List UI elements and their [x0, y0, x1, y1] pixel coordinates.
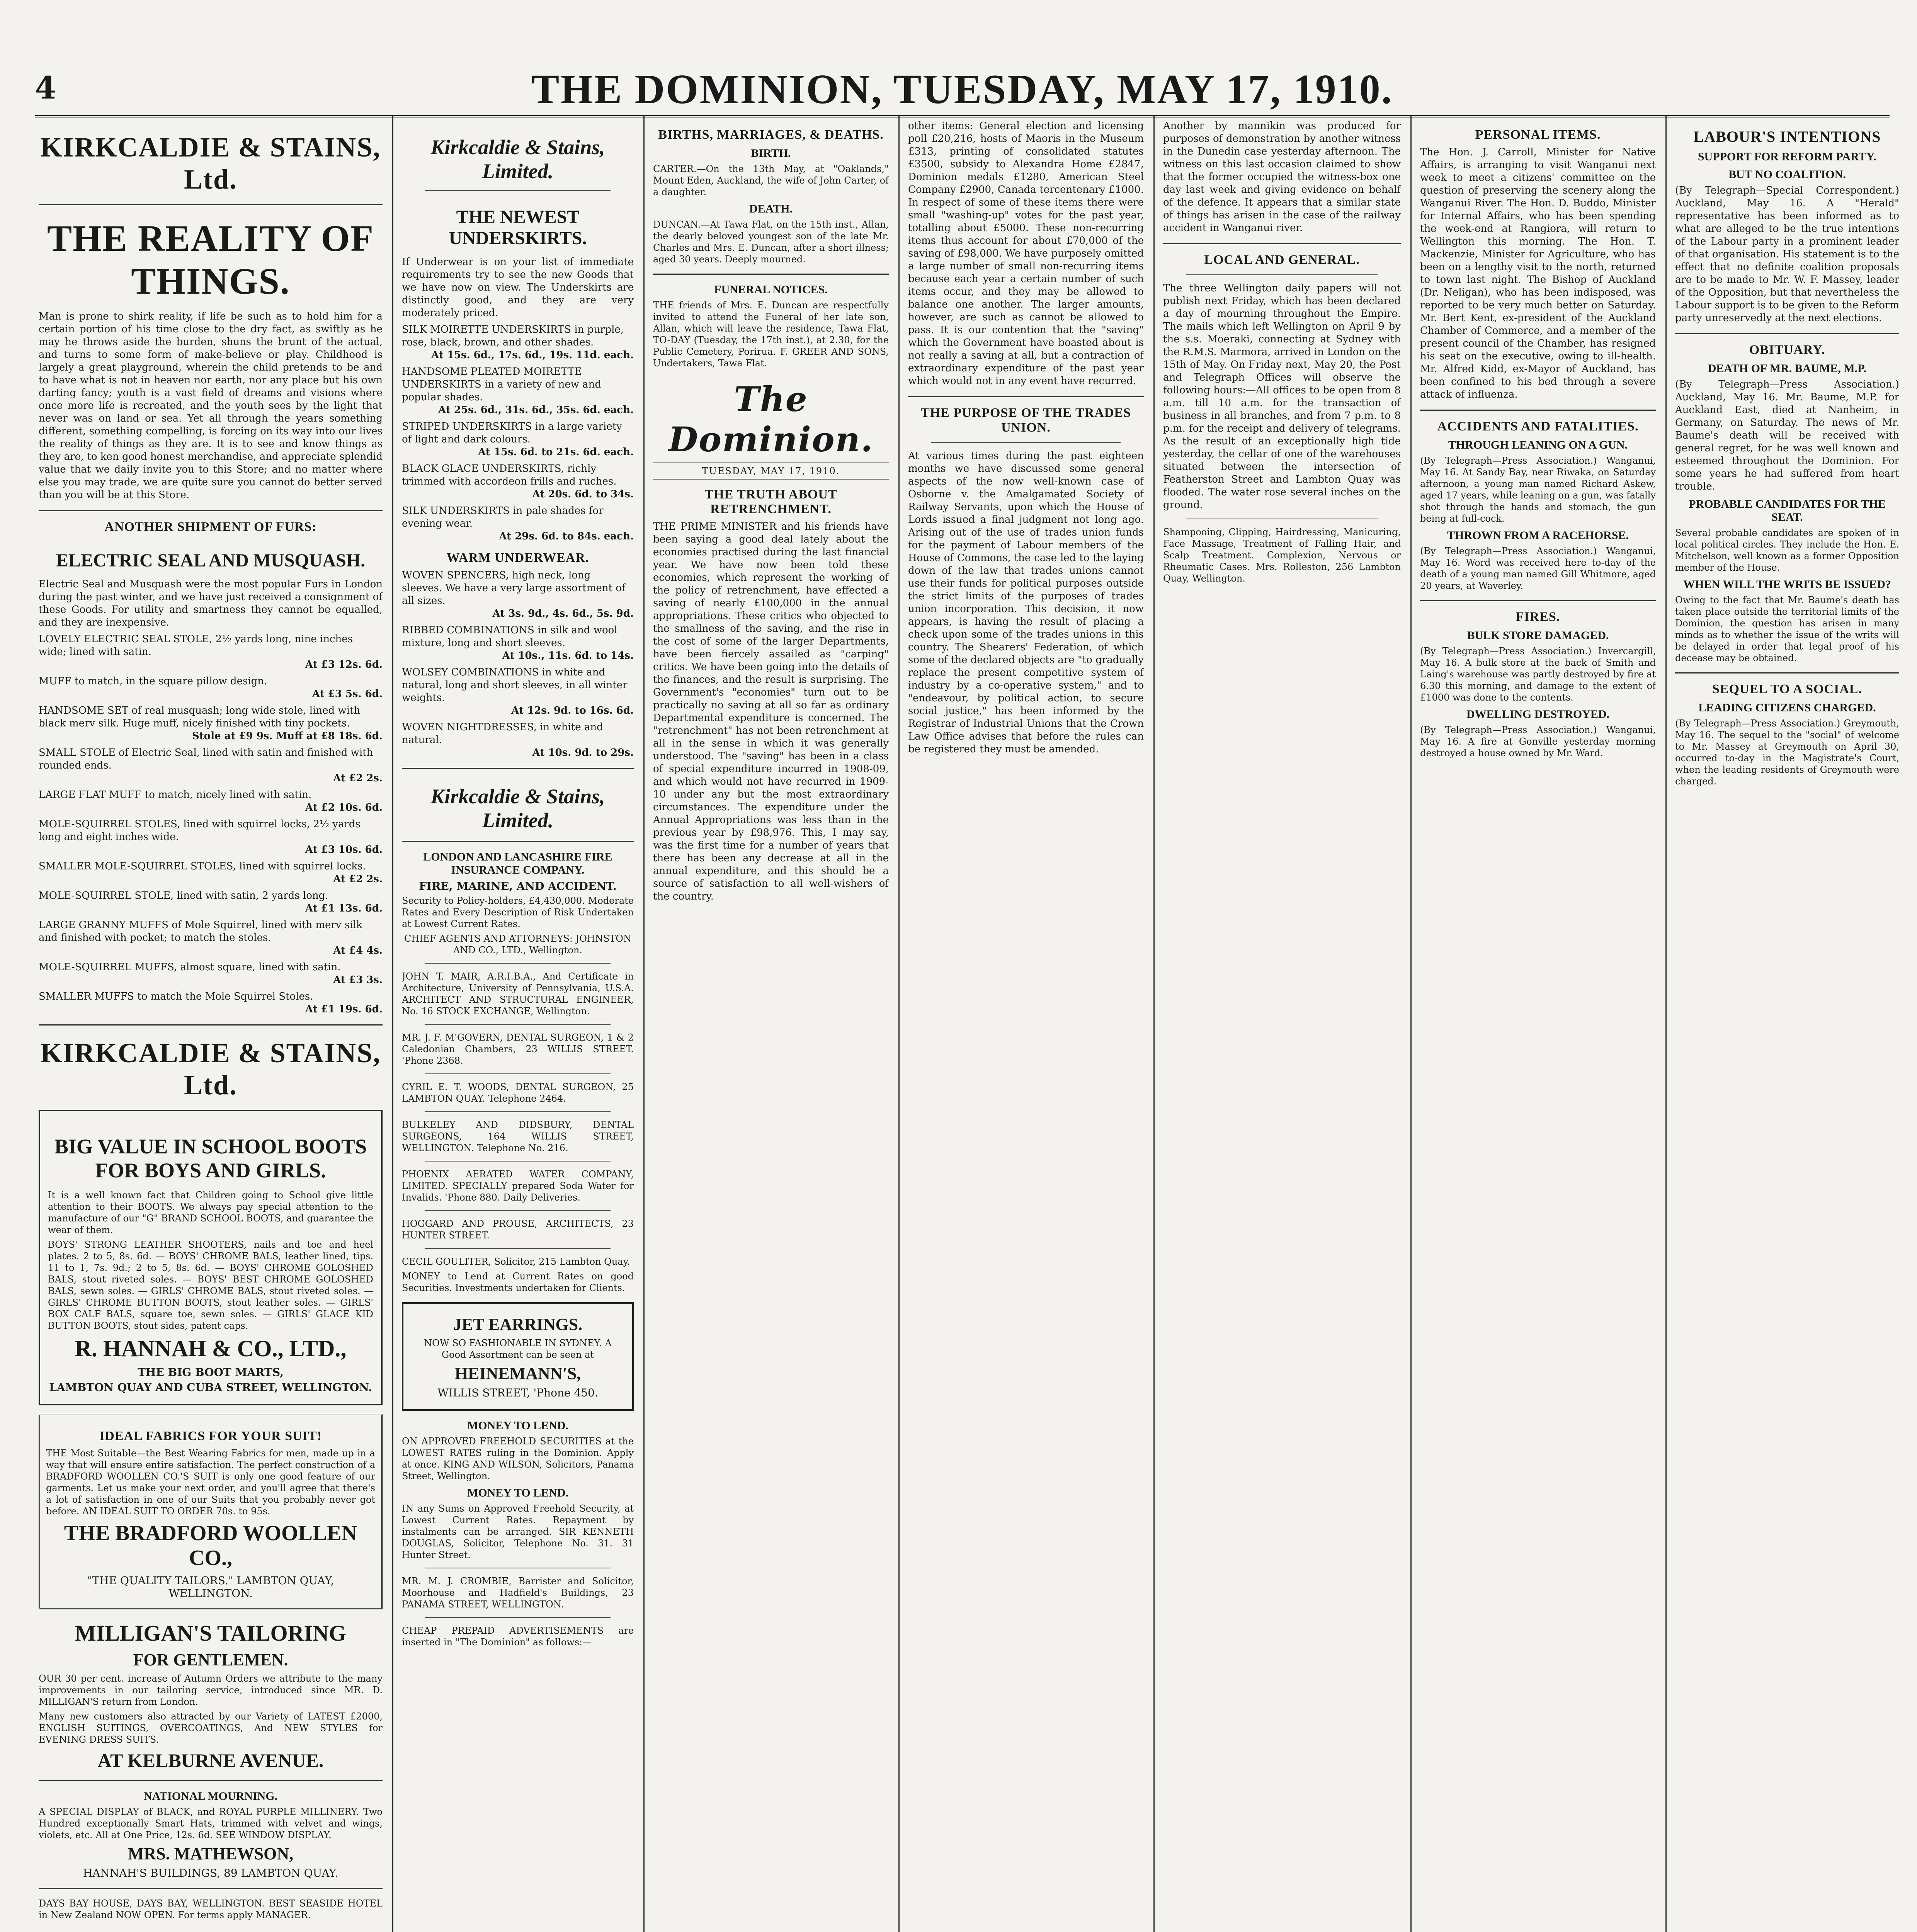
- underskirt-item: HANDSOME PLEATED MOIRETTE UNDERSKIRTS in a variety of new and popular shades. At 25s. 6d., 31s. 6d., 35s. 6d. each.: [402, 366, 634, 416]
- milligan-body: OUR 30 per cent. increase of Autumn Orders we attribute to the many improvements in our tailoring service, introduced since MR. D. MILLIGAN'S return from London.: [39, 1673, 383, 1707]
- milligan-name: MILLIGAN'S TAILORING: [75, 1621, 347, 1646]
- newspaper-title: THE DOMINION, TUESDAY, MAY 17, 1910.: [531, 66, 1393, 112]
- fire-subheading: DWELLING DESTROYED.: [1466, 708, 1610, 721]
- insurance-heading: LONDON AND LANCASHIRE FIRE INSURANCE COMPANY.: [423, 850, 612, 876]
- business-card: CYRIL E. T. WOODS, DENTAL SURGEON, 25 LAMBTON QUAY. Telephone 2464.: [402, 1082, 634, 1104]
- column-rule: [392, 116, 393, 1932]
- social-sequel-heading: SEQUEL TO A SOCIAL.: [1712, 682, 1863, 696]
- editorial-continued: other items: General election and licensing poll £20,216, hosts of Maoris in the Museum £313, printing of consolidated statutes £3500, subsidy to Alexandra Home £2847, Dominion medals £1280, American Steel Company £2900, Canada tercentenary £1000. In respect of some of these items there were small "washing-up" votes for the past year, totalling about £5000. These non-recurring items thus account for about £70,000 of the saving of £98,000. We have purposely omitted a large number of small non-recurring items because each year a certain number of such items occur, and they may be allowed to balance one another. The larger amounts, however, are such as cannot be allowed to pass. It is our contention that the "saving" which the Government have boasted about is not really a saving at all, but a contraction of extraordinary expenditure of the past year which would not in any event have recurred.: [908, 120, 1144, 387]
- masthead-rule: [35, 115, 1890, 117]
- fur-item: LARGE FLAT MUFF to match, nicely lined with satin. At £2 10s. 6d.: [39, 789, 383, 813]
- bradford-body: THE Most Suitable—the Best Wearing Fabrics for men, made up in a way that will ensure entire satisfaction. The perfect construction of a BRADFORD WOOLLEN CO.'S SUIT is only one good feature of our garments. Let us make your next order, and you'll agree that there's a lot of satisfaction in one of our Suits that you probably never got before. AN IDEAL SUIT TO ORDER 70s. to 95s.: [46, 1448, 375, 1517]
- funeral-heading: FUNERAL NOTICES.: [714, 283, 828, 296]
- divider: [425, 1210, 611, 1211]
- underskirts-heading: THE NEWEST UNDERSKIRTS.: [449, 207, 587, 248]
- page-number: 4: [35, 70, 56, 106]
- fur-item: MUFF to match, in the square pillow design. At £3 5s. 6d.: [39, 675, 383, 700]
- ad-headline: THE REALITY OF THINGS.: [47, 218, 374, 302]
- fire-report: (By Telegraph—Press Association.) Invercargill, May 16. A bulk store at the back of Smith and Laing's warehouse was partly destroyed by fire at 6.30 this morning, and damage to the extent of £1000 was done to the contents.: [1420, 646, 1656, 703]
- divider: [1675, 672, 1899, 673]
- fur-item-list: [39, 633, 383, 1016]
- underskirt-item: STRIPED UNDERSKIRTS in a large variety of light and dark colours. At 15s. 6d. to 21s. 6d. each.: [402, 421, 634, 458]
- labour-subheading-2: BUT NO COALITION.: [1728, 168, 1846, 181]
- writs-heading: WHEN WILL THE WRITS BE ISSUED?: [1683, 578, 1891, 591]
- column-news-2: [1163, 120, 1401, 1932]
- bradford-heading: IDEAL FABRICS FOR YOUR SUIT!: [99, 1429, 322, 1443]
- personal-heading: PERSONAL ITEMS.: [1475, 128, 1601, 142]
- divider: [425, 1161, 611, 1162]
- fur-item: MOLE-SQUIRREL STOLE, lined with satin, 2 yards long. At £1 13s. 6d.: [39, 890, 383, 914]
- death-notice: DUNCAN.—At Tawa Flat, on the 15th inst., Allan, the dearly beloved youngest son of the late Mr. Charles and Mrs. E. Duncan, after a short illness; aged 30 years. Deeply mourned.: [653, 219, 889, 265]
- hairdressing-ad: Shampooing, Clipping, Hairdressing, Manicuring, Face Massage, Treatment of Falling Hair, and Scalp Treatment. Complexion, Nervous or Rheumatic Cases. Mrs. Rolleston, 256 Lambton Quay, Wellington.: [1163, 527, 1401, 584]
- underwear-item: WOLSEY COMBINATIONS in white and natural, long and short sleeves, in all winter weights. At 12s. 9d. to 16s. 6d.: [402, 667, 634, 716]
- writs-body: Owing to the fact that Mr. Baume's death has taken place outside the territorial limits of the Dominion, the question has arisen in many minds as to whether the issue of the writs will be delayed in order that legal proof of his decease may be obtained.: [1675, 595, 1899, 663]
- mathewson-address: HANNAH'S BUILDINGS, 89 LAMBTON QUAY.: [83, 1867, 338, 1879]
- editorial-masthead: The Dominion.: [668, 379, 874, 459]
- advertiser-name: Kirkcaldie & Stains, Limited.: [430, 136, 605, 183]
- mourning-heading: NATIONAL MOURNING.: [143, 1790, 278, 1803]
- jet-body: NOW SO FASHIONABLE IN SYDNEY. A Good Assortment can be seen at: [424, 1338, 612, 1360]
- fires-heading: FIRES.: [1516, 610, 1560, 624]
- divider: [425, 1248, 611, 1249]
- days-bay-ad: DAYS BAY HOUSE, DAYS BAY, WELLINGTON. BEST SEASIDE HOTEL in New Zealand NOW OPEN. For terms apply MANAGER.: [39, 1898, 383, 1920]
- divider: [402, 841, 634, 842]
- divider: [425, 1073, 611, 1074]
- column-rule: [1665, 116, 1667, 1932]
- fur-item: MOLE-SQUIRREL MUFFS, almost square, lined with satin. At £3 3s.: [39, 961, 383, 986]
- birth-heading: BIRTH.: [751, 147, 791, 160]
- underskirt-item: SILK MOIRETTE UNDERSKIRTS in purple, rose, black, brown, and other shades. At 15s. 6d., 17s. 6d., 19s. 11d. each.: [402, 324, 634, 361]
- fur-item: LOVELY ELECTRIC SEAL STOLE, 2½ yards long, nine inches wide; lined with satin. At £3 12s. 6d.: [39, 633, 383, 670]
- accident-subheading: THROWN FROM A RACEHORSE.: [1447, 529, 1629, 542]
- divider: [653, 274, 889, 275]
- warm-underwear-heading: WARM UNDERWEAR.: [446, 551, 589, 565]
- divider: [39, 1888, 383, 1889]
- birth-notice: CARTER.—On the 13th May, at "Oaklands," Mount Eden, Auckland, the wife of John Carter, of a daughter.: [653, 163, 889, 197]
- labour-heading: LABOUR'S INTENTIONS: [1693, 128, 1881, 145]
- prepaid-ads-notice: CHEAP PREPAID ADVERTISEMENTS are inserted in "The Dominion" as follows:—: [402, 1625, 634, 1648]
- divider: [39, 1780, 383, 1781]
- candidates-heading: PROBABLE CANDIDATES FOR THE SEAT.: [1689, 498, 1886, 524]
- obituary-heading: OBITUARY.: [1749, 343, 1825, 357]
- insurance-body: Security to Policy-holders, £4,430,000. Moderate Rates and Every Description of Risk Undertaken at Lowest Current Rates.: [402, 895, 634, 929]
- local-general-body: The three Wellington daily papers will not publish next Friday, which has been declared a day of mourning throughout the Empire. The mails which left Wellington on April 9 by the s.s. Moeraki, connecting at Sydney with the R.M.S. Marmora, arrived in London on the 15th of May. On Friday next, May 20, the Post and Telegraph Offices will observe the following hours:—All offices to be open from 8 a.m. till 10 a.m. for the transaction of business in all branches, and from 7 p.m. to 8 p.m. for the receipt and delivery of telegrams. As the result of an exceptionally high tide yesterday, the cellar of one of the warehouses situated between the intersection of Featherston Street and Lambton Quay was flooded. The water rose several inches on the ground.: [1163, 282, 1401, 511]
- fur-item: HANDSOME SET of real musquash; long wide stole, lined with black merv silk. Huge muff, nicely finished with tiny pockets. Stole at £9 9s. Muff at £8 18s. 6d.: [39, 705, 383, 742]
- column-politics: [1675, 120, 1899, 1932]
- fire-report: (By Telegraph—Press Association.) Wanganui, May 16. A fire at Gonville yesterday morning destroyed a house owned by Mr. Ward.: [1420, 724, 1656, 759]
- milligan-body-2: Many new customers also attracted by our Variety of LATEST £2000, ENGLISH SUITINGS, OVERCOATINGS, And NEW STYLES for EVENING DRESS SUITS.: [39, 1711, 383, 1745]
- divider: [931, 442, 1121, 443]
- social-sequel-subheading: LEADING CITIZENS CHARGED.: [1698, 701, 1876, 714]
- jet-heading: JET EARRINGS.: [453, 1315, 583, 1334]
- business-card: BULKELEY AND DIDSBURY, DENTAL SURGEONS, 164 WILLIS STREET, WELLINGTON. Telephone No. 216.: [402, 1119, 634, 1153]
- divider: [39, 204, 383, 205]
- editorial-heading: THE TRUTH ABOUT RETRENCHMENT.: [704, 487, 837, 516]
- boots-ad: [39, 1110, 383, 1405]
- underwear-item: WOVEN NIGHTDRESSES, in white and natural. At 10s. 9d. to 29s.: [402, 721, 634, 759]
- underskirt-item: BLACK GLACE UNDERSKIRTS, richly trimmed with accordeon frills and ruches. At 20s. 6d. to 34s.: [402, 463, 634, 500]
- money-to-lend-heading: MONEY TO LEND.: [467, 1419, 568, 1432]
- underskirts-intro: If Underwear is on your list of immediate requirements try to see the new Goods that we have now on view. The Underskirts are distinctly good, and they are very moderately priced.: [402, 256, 634, 319]
- column-news-1: [908, 120, 1144, 1932]
- business-card: MONEY to Lend at Current Rates on good Securities. Investments undertaken for Clients.: [402, 1271, 634, 1293]
- obituary-body: (By Telegraph—Press Association.) Auckland, May 16. Mr. Baume, M.P. for Auckland East, died at Nanheim, in Germany, on Saturday. The news of Mr. Baume's death will be received with general regret, for he was well known and esteemed throughout the Dominion. For some years he had suffered from heart trouble.: [1675, 379, 1899, 492]
- divider: [1420, 600, 1656, 601]
- kelburne-avenue: AT KELBURNE AVENUE.: [97, 1750, 324, 1771]
- column-underskirts: [402, 120, 634, 1932]
- trades-union-body: At various times during the past eighteen months we have discussed some general aspects of the now well-known case of Osborne v. the Amalgamated Society of Railway Servants, upon which the House of Lords issued a final judgment not long ago. Arising out of the use of trades union funds for the payment of Labour members of the House of Commons, the case led to the laying down of the law that trades unions cannot use their funds for political purposes outside the strict limits of the purposes of trades union incorporation. This decision, it now appears, is having the result of placing a check upon some of the trades unions in this country. The Shearers' Federation, of which some of the declared objects are "to gradually replace the present competitive system of industry by a co-operative system," and to "endeavour, by political action, to secure social justice," has been informed by the Registrar of Industrial Unions that the Crown Law Office advises that before the rules can be registered they must be amended.: [908, 450, 1144, 755]
- insurance-subtitle: FIRE, MARINE, AND ACCIDENT.: [419, 880, 617, 893]
- fire-subheading: BULK STORE DAMAGED.: [1467, 629, 1609, 642]
- fur-item: LARGE GRANNY MUFFS of Mole Squirrel, lined with merv silk and finished with pocket; to match the stoles. At £4 4s.: [39, 919, 383, 956]
- hannah-subtitle: THE BIG BOOT MARTS,: [138, 1366, 284, 1379]
- crombie-card: MR. M. J. CROMBIE, Barrister and Solicitor, Moorhouse and Hadfield's Buildings, 23 PANAMA STREET, WELLINGTON.: [402, 1576, 634, 1610]
- underwear-item: WOVEN SPENCERS, high neck, long sleeves. We have a very large assortment of all sizes. At 3s. 9d., 4s. 6d., 5s. 9d.: [402, 570, 634, 619]
- heinemann-address: WILLIS STREET, 'Phone 450.: [437, 1386, 598, 1399]
- money-to-lend-body: ON APPROVED FREEHOLD SECURITIES at the LOWEST RATES ruling in the Dominion. Apply at once. KING AND WILSON, Solicitors, Panama Street, Wellington.: [402, 1436, 634, 1481]
- ad-intro: Man is prone to shirk reality, if life be such as to hold him for a certain portion of his time close to the dry fact, as swiftly as he may he throws aside the burden, shuns the brunt of the actual, and turns to some form of make-believe or play. Childhood is largely a great playground, wherein the child pretends to be and to have what is not in heaven nor earth, nor any place but his own darting fancy; youth is a vast field of dreams and visions where once more life is recreated, and the youth sees by the light that never was on land or sea. Yet all through the years something different, something compelling, is forcing on its way into our lives the reality of things as they are. It is to see and know things as they are, to ken good honest merchandise, and appreciate splendid value that we daily invite you to this Store; and no matter where else you may trade, we are quite sure you cannot do better served than you will be at this Store.: [39, 311, 383, 501]
- divider: [1420, 410, 1656, 411]
- divider: [425, 190, 611, 191]
- business-card: CECIL GOULITER, Solicitor, 215 Lambton Quay.: [402, 1256, 630, 1267]
- bradford-name: THE BRADFORD WOOLLEN CO.,: [64, 1521, 357, 1570]
- milligan-subtitle: FOR GENTLEMEN.: [133, 1650, 288, 1669]
- hannah-address: LAMBTON QUAY AND CUBA STREET, WELLINGTON.: [49, 1381, 372, 1394]
- divider: [1675, 333, 1899, 334]
- obituary-subheading: DEATH OF MR. BAUME, M.P.: [1708, 362, 1867, 375]
- social-sequel-body: (By Telegraph—Press Association.) Greymouth, May 16. The sequel to the "social" of welcome to Mr. Massey at Greymouth on April 30, occurred to-day in the Magistrate's Court, when the leading residents of Greymouth were charged.: [1675, 718, 1899, 787]
- boots-body: It is a well known fact that Children going to School give little attention to their BOOTS. We always pay special attention to the manufacture of our "G" BRAND SCHOOL BOOTS, and guarantee the wear of them.: [48, 1190, 373, 1235]
- bmd-heading: BIRTHS, MARRIAGES, & DEATHS.: [658, 128, 884, 142]
- fur-item: SMALL STOLE of Electric Seal, lined with satin and finished with rounded ends. At £2 2s.: [39, 747, 383, 784]
- insurance-agents: CHIEF AGENTS AND ATTORNEYS: JOHNSTON AND CO., LTD., Wellington.: [404, 933, 631, 956]
- death-heading: DEATH.: [749, 202, 793, 215]
- business-card: PHOENIX AERATED WATER COMPANY, LIMITED. SPECIALLY prepared Soda Water for Invalids. 'Phone 880. Daily Deliveries.: [402, 1169, 634, 1203]
- furs-intro: Electric Seal and Musquash were the most popular Furs in London during the past winter, and we have just received a consignment of these Goods. For utility and smartness they cannot be equalled, and they are inexpensive.: [39, 578, 383, 628]
- advertiser-name: KIRKCALDIE & STAINS, Ltd.: [40, 132, 381, 195]
- editorial-date: TUESDAY, MAY 17, 1910.: [653, 463, 889, 480]
- divider: [425, 1024, 611, 1025]
- funeral-notice: THE friends of Mrs. E. Duncan are respectfully invited to attend the Funeral of her late son, Allan, which will leave the residence, Tawa Flat, TO-DAY (Tuesday, the 17th inst.), at 2.30, for the Public Cemetery, Porirua. F. GREER AND SONS, Undertakers, Tawa Flat.: [653, 300, 889, 369]
- divider: [425, 963, 611, 964]
- lower-ads: [39, 1616, 383, 1924]
- underwear-item: RIBBED COMBINATIONS in silk and wool mixture, long and short sleeves. At 10s., 11s. 6d. to 14s.: [402, 624, 634, 662]
- candidates-body: Several probable candidates are spoken of in local political circles. They include the Hon. E. Mitchelson, well known as a former Opposition member of the House.: [1675, 527, 1899, 573]
- personal-body: The Hon. J. Carroll, Minister for Native Affairs, is arranging to visit Wanganui next week to meet a citizens' committee on the question of preserving the scenery along the Wanganui River. The Hon. D. Buddo, Minister for Internal Affairs, who has been spending the week-end at Rangiora, will return to Wellington this morning. The Hon. T. Mackenzie, Minister for Agriculture, who has been on a lengthy visit to the north, returned to town last night. The Bishop of Auckland (Dr. Neligan), who has been indisposed, was reported to be very much better on Saturday. Mr. Bert Kent, ex-president of the Auckland Chamber of Commerce, and a member of the present council of the Chamber, has resigned his seat on the executive, owing to ill-health. Mr. Alfred Kidd, ex-Mayor of Auckland, has been confined to his bed through a severe attack of influenza.: [1420, 146, 1656, 400]
- divider: [1186, 274, 1378, 275]
- editorial-body: THE PRIME MINISTER and his friends have been saying a good deal lately about the economies practised during the last financial year. We have now been told these economies, which represent the working of the policy of retrenchment, have effected a saving of nearly £100,000 in the annual appropriations. These critics who objected to the smallness of the saving, and the rise in the cost of some of the larger Departments, have been fiercely assailed as "carping" critics. We have been going into the details of the finances, and the result is surprising. The Government's "economies" turn out to be practically no saving at all so far as ordinary Departmental expenditure is concerned. The "retrenchment" has not been retrenchment at all in the sense in which it was generally understood. The "saving" has been in a class of special expenditure incurred in 1908-09, and which would not have recurred in 1909-10 under any but the most extraordinary circumstances. The expenditure under the Annual Appropriations was less than in the previous year by £98,976. This, I may say, was the first time for a number of years that there has been any decrease at all in the annual expenditure, and this should be a source of satisfaction to all well-wishers of the country.: [653, 521, 889, 902]
- divider: [39, 1024, 383, 1026]
- mathewson-name: MRS. MATHEWSON,: [128, 1844, 294, 1863]
- bradford-ad: [39, 1414, 383, 1609]
- labour-subheading: SUPPORT FOR REFORM PARTY.: [1698, 150, 1877, 163]
- mourning-body: A SPECIAL DISPLAY of BLACK, and ROYAL PURPLE MILLINERY. Two Hundred exceptionally Smart Hats, trimmed with velvet and wings, violets, etc. All at One Price, 12s. 6d. SEE WINDOW DISPLAY.: [39, 1806, 383, 1840]
- advertiser-name: Kirkcaldie & Stains, Limited.: [430, 785, 605, 832]
- masthead: [35, 62, 1890, 116]
- fur-item: SMALLER MOLE-SQUIRREL STOLES, lined with squirrel locks. At £2 2s.: [39, 861, 383, 885]
- column-rule: [643, 116, 645, 1932]
- boots-heading: BIG VALUE IN SCHOOL BOOTS FOR BOYS AND GIRLS.: [54, 1135, 367, 1182]
- column-kirkcaldie-ads: [39, 120, 383, 1932]
- divider: [39, 510, 383, 511]
- accident-subheading: THROUGH LEANING ON A GUN.: [1448, 439, 1628, 451]
- money-to-lend-body: IN any Sums on Approved Freehold Security, at Lowest Current Rates. Repayment by instalments can be arranged. SIR KENNETH DOUGLAS, Solicitor, Telephone No. 31. 31 Hunter Street.: [402, 1503, 634, 1560]
- divider: [425, 1617, 611, 1618]
- boots-list: BOYS' STRONG LEATHER SHOOTERS, nails and toe and heel plates. 2 to 5, 8s. 6d. — BOYS' CHROME BALS, leather lined, tips. 11 to 1, 7s. 9d.; 2 to 5, 8s. 6d. — BOYS' CHROME GOLOSHED BALS, stout riveted soles. — BOYS' BEST CHROME GOLOSHED BALS, sewn soles. — GIRLS' CHROME BALS, stout riveted soles. — GIRLS' CHROME BUTTON BOOTS, stout leather soles. — GIRLS' BOX CALF BALS, square toe, sewn soles. — GIRLS' GLACE KID BUTTON BOOTS, stout sides, patent caps.: [48, 1239, 373, 1331]
- divider: [402, 768, 634, 769]
- divider: [908, 396, 1144, 397]
- money-to-lend-heading: MONEY TO LEND.: [467, 1486, 568, 1499]
- bradford-subtitle: "THE QUALITY TAILORS." LAMBTON QUAY, WELLINGTON.: [87, 1574, 334, 1600]
- business-card: JOHN T. MAIR, A.R.I.B.A., And Certificate in Architecture, University of Pennsylvania, U.S.A. ARCHITECT AND STRUCTURAL ENGINEER, No. 16 STOCK EXCHANGE, Wellington.: [402, 971, 634, 1017]
- local-general-heading: LOCAL AND GENERAL.: [1204, 253, 1360, 267]
- underskirt-item: SILK UNDERSKIRTS in pale shades for evening wear. At 29s. 6d. to 84s. each.: [402, 505, 634, 542]
- furs-subheading: ELECTRIC SEAL AND MUSQUASH.: [56, 550, 366, 571]
- column-rule: [1410, 116, 1412, 1932]
- divider: [425, 1111, 611, 1112]
- column-editorial: [653, 120, 889, 1932]
- column-personal: [1420, 120, 1656, 1932]
- advertiser-name: KIRKCALDIE & STAINS, Ltd.: [40, 1037, 381, 1100]
- jet-earrings-ad: [402, 1302, 634, 1411]
- trades-union-heading: THE PURPOSE OF THE TRADES UNION.: [921, 406, 1131, 435]
- column-rule: [898, 116, 900, 1932]
- hannah-name: R. HANNAH & CO., LTD.,: [75, 1336, 347, 1361]
- business-card: MR. J. F. M'GOVERN, DENTAL SURGEON, 1 & 2 Caledonian Chambers, 23 WILLIS STREET. 'Phone 2368.: [402, 1032, 634, 1066]
- fur-item: SMALLER MUFFS to match the Mole Squirrel Stoles. At £1 19s. 6d.: [39, 991, 383, 1015]
- divider: [1163, 243, 1401, 244]
- milligan-ad: [39, 1616, 383, 1924]
- furs-heading: ANOTHER SHIPMENT OF FURS:: [104, 520, 317, 534]
- accident-report: (By Telegraph—Press Association.) Wanganui, May 16. Word was received here to-day of the death of a young man named Gill Whitmore, aged 20 years, at Waverley.: [1420, 546, 1656, 591]
- accident-report: (By Telegraph—Press Association.) Wanganui, May 16. At Sandy Bay, near Riwaka, on Saturday afternoon, a young man named Richard Askew, aged 17 years, while leaning on a gun, was fatally shot through the hands and stomach, the gun being at full-cock.: [1420, 455, 1656, 524]
- heinemann-name: HEINEMANN'S,: [454, 1364, 581, 1383]
- fur-item: MOLE-SQUIRREL STOLES, lined with squirrel locks, 2½ yards long and eight inches wide. At £3 10s. 6d.: [39, 818, 383, 855]
- accidents-heading: ACCIDENTS AND FATALITIES.: [1437, 419, 1639, 434]
- business-card: HOGGARD AND PROUSE, ARCHITECTS, 23 HUNTER STREET.: [402, 1218, 634, 1241]
- labour-body: (By Telegraph—Special Correspondent.) Auckland, May 16. A "Herald" representative has been informed as to what are alleged to be the true intentions of the Labour party in a prominent leader of that organisation. His statement is to the effect that no definite coalition proposals are to be made to Mr. W. F. Massey, leader of the Opposition, but that nevertheless the Labour support is to be given to the Reform party unreservedly at the next elections.: [1675, 185, 1899, 324]
- news-continued: Another by mannikin was produced for purposes of demonstration by another witness in the Dunedin case yesterday afternoon. The witness on this last occasion claimed to show that the former occupied the witness-box one day last week and giving evidence on behalf of the defence. It appears that a similar state of things has arisen in the case of the railway accident in Wanganui river.: [1163, 120, 1401, 234]
- column-rule: [1153, 116, 1155, 1932]
